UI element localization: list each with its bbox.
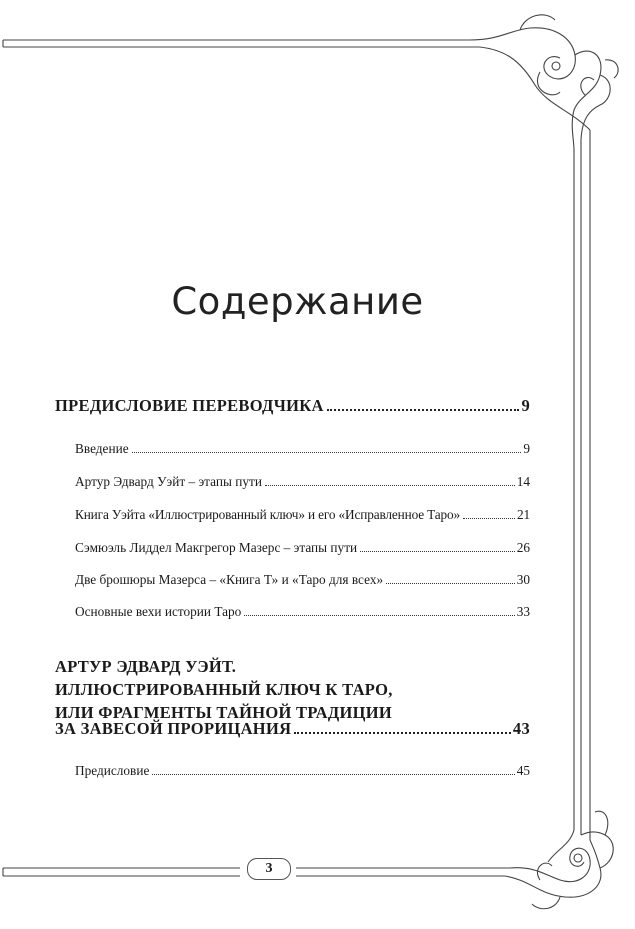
dot-leader (294, 732, 511, 734)
toc-entry-waite-path[interactable] (75, 474, 530, 490)
toc-entry-foreword[interactable] (75, 763, 530, 779)
toc-section-waite-title-line1[interactable]: АРТУР ЭДВАРД УЭЙТ. (55, 657, 237, 676)
dot-leader (152, 774, 514, 775)
toc-entry-label: ПРЕДИСЛОВИЕ ПЕРЕВОДЧИКА (55, 396, 324, 415)
toc-entry-label: Основные вехи истории Таро (75, 604, 242, 619)
toc-entry-label: Введение (75, 441, 129, 456)
toc-entry-label: Предисловие (75, 763, 150, 778)
dot-leader (386, 583, 515, 584)
toc-entry-waite-book[interactable] (75, 507, 530, 523)
toc-entry-page: 21 (517, 507, 530, 522)
toc-entry-page: 45 (516, 763, 530, 778)
toc-entry-waite-section[interactable] (55, 719, 530, 739)
toc-entry-page: 26 (516, 540, 530, 555)
dot-leader (463, 518, 515, 519)
toc-entry-page: 9 (521, 396, 530, 415)
contents-heading: Содержание (171, 280, 424, 323)
toc-entry-page: 9 (523, 441, 530, 456)
toc-entry-introduction[interactable] (75, 441, 530, 457)
toc-entry-label: Книга Уэйта «Иллюстрированный ключ» и его «Исправленное Таро» (75, 507, 461, 522)
toc-entry-page: 14 (516, 474, 530, 489)
dot-leader (327, 409, 520, 411)
page-number: 3 (247, 858, 291, 880)
toc-entry-label: Артур Эдвард Уэйт – этапы пути (75, 474, 262, 489)
toc-entry-page: 43 (512, 719, 530, 738)
toc-entry-tarot-history[interactable] (75, 604, 530, 620)
dot-leader (132, 452, 522, 453)
toc-entry-label: Две брошюры Мазерса – «Книга Т» и «Таро для всех» (75, 572, 384, 587)
toc-entry-translator-preface[interactable] (55, 396, 530, 416)
toc-entry-mathers-path[interactable] (75, 540, 530, 556)
toc-entry-mathers-booklets[interactable] (75, 572, 530, 588)
toc-section-waite-title-line3[interactable]: ИЛИ ФРАГМЕНТЫ ТАЙНОЙ ТРАДИЦИИ (55, 703, 393, 722)
toc-entry-page: 30 (516, 572, 530, 587)
dot-leader (244, 615, 514, 616)
dot-leader (265, 485, 515, 486)
toc-entry-label: Сэмюэль Лиддел Макгрегор Мазерс – этапы пути (75, 540, 358, 555)
dot-leader (360, 551, 515, 552)
toc-section-waite-title-line2[interactable]: ИЛЛЮСТРИРОВАННЫЙ КЛЮЧ К ТАРО, (55, 680, 393, 699)
toc-entry-label: ЗА ЗАВЕСОЙ ПРОРИЦАНИЯ (55, 719, 292, 738)
toc-entry-page: 33 (516, 604, 530, 619)
